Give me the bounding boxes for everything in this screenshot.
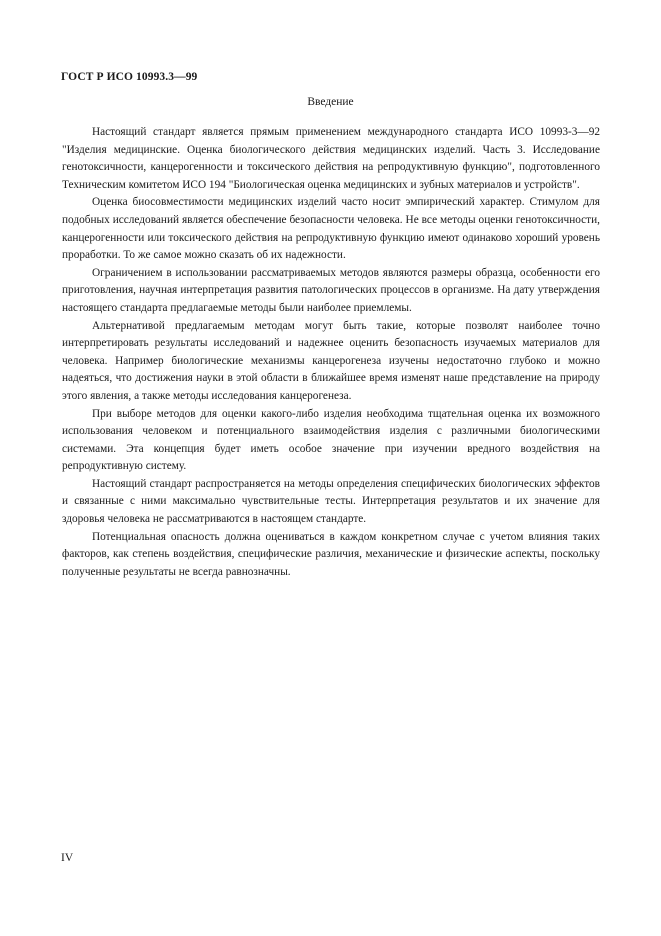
document-code: ГОСТ Р ИСО 10993.3—99 [61,71,198,83]
page-number: IV [61,852,74,864]
paragraph: Настоящий стандарт распространяется на методы определения специфических биологических эффектов и связанные с ними максимально чувствительные тесты. Интерпретация результатов и их значение для здоровья человека не рассматриваются в настоящем стандарте. [62,477,600,526]
paragraph: Оценка биосовместимости медицинских изделий часто носит эмпирический характер. Стимулом для подобных исследований является обеспечение безопасности человека. Не все методы оценки генотоксичности, канцерогенности или токсического действия на репродуктивную функцию имеют одинаково хороший уровень проработки. То же самое можно сказать об их надежности. [62,196,600,262]
section-title: Введение [307,96,354,108]
paragraph: Настоящий стандарт является прямым применением международного стандарта ИСО 10993-3—92 "Изделия медицинские. Оценка биологического действия медицинских изделий. Часть 3. Исследование генотоксичности, канцерогенности и токсического действия на репродуктивную функцию", подготовленного Техническим комитетом ИСО 194 "Биологическая оценка медицинских и зубных материалов и устройств". [62,126,600,191]
paragraph: Альтернативой предлагаемым методам могут быть такие, которые позволят наиболее точно интерпретировать результаты исследований и надежнее оценить безопасность изучаемых материалов для человека. Например биологические механизмы канцерогенеза изучены недостаточно глубоко и можно надеяться, что достижения науки в этой области в ближайшее время изменят наше представление на природу этого явления, а также методы исследования канцерогенеза. [62,319,600,402]
body-text [62,124,600,581]
paragraph: При выборе методов для оценки какого-либо изделия необходима тщательная оценка их возможного использования человеком и потенциального взаимодействия изделия с различными биологическими системами. Эта концепция будет иметь особое значение при изучении вредного воздействия на репродуктивную систему. [62,407,600,473]
paragraph: Потенциальная опасность должна оцениваться в каждом конкретном случае с учетом влияния таких факторов, как степень воздействия, специфические различия, механические и физические аспекты, поскольку полученные результаты не всегда равнозначны. [62,530,600,578]
paragraph: Ограничением в использовании рассматриваемых методов являются размеры образца, особенности его приготовления, научная интерпретация развития патологических процессов в организме. На дату утверждения настоящего стандарта предлагаемые методы были наиболее приемлемы. [62,266,600,314]
